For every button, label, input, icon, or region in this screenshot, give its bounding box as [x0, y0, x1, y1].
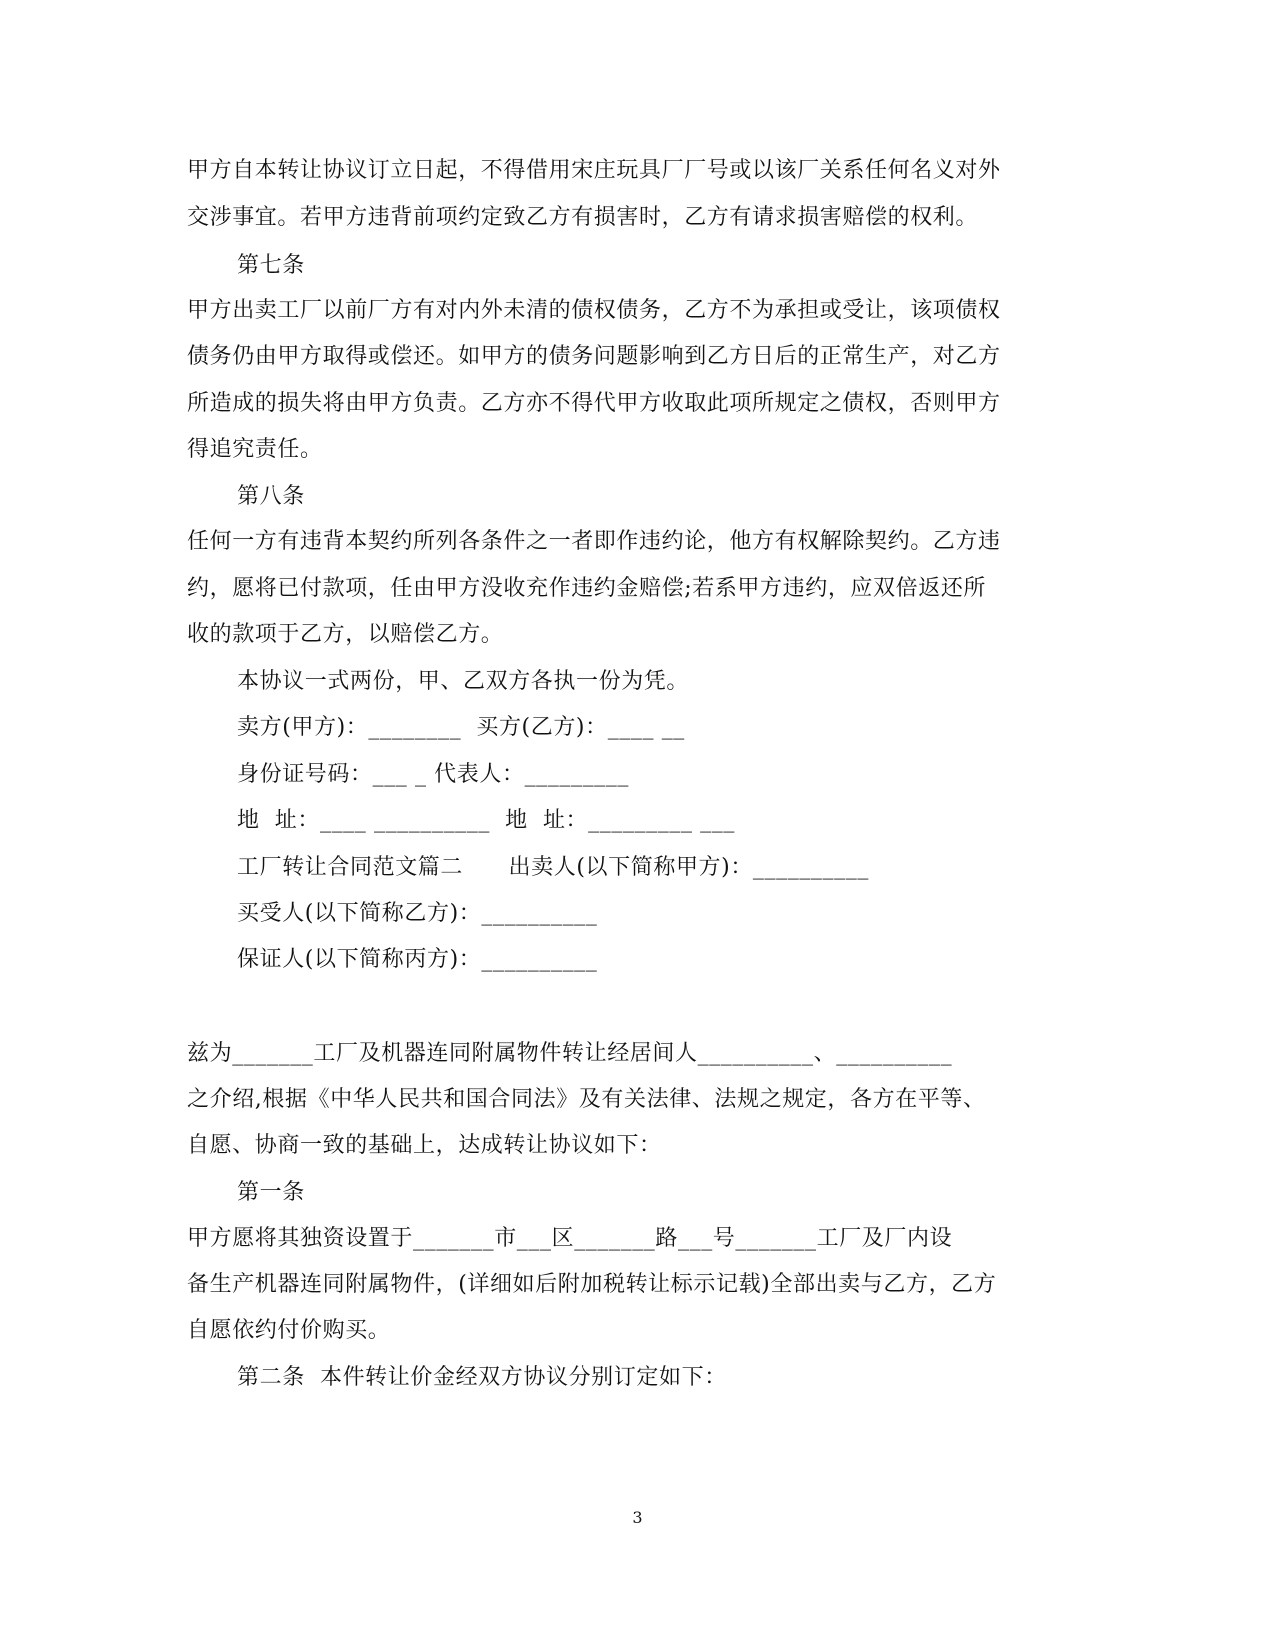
signature-field-line: 卖方(甲方)：________ 买方(乙方)：____ __ — [237, 715, 685, 740]
paragraph-line: 之介绍,根据《中华人民共和国合同法》及有关法律、法规之规定，各方在平等、 — [187, 1087, 986, 1112]
paragraph-line: 自愿依约付价购买。 — [187, 1318, 391, 1343]
article-heading: 第二条 本件转让价金经双方协议分别订定如下： — [237, 1365, 727, 1390]
article-heading: 第七条 — [237, 253, 305, 278]
paragraph-line: 得追究责任。 — [187, 437, 323, 462]
article-heading: 第一条 — [237, 1180, 305, 1205]
party-field-line: 保证人(以下简称丙方)：__________ — [237, 947, 598, 972]
signature-field-line: 地 址：____ __________ 地 址：_________ ___ — [237, 808, 735, 833]
paragraph-line: 本协议一式两份，甲、乙双方各执一份为凭。 — [237, 669, 690, 694]
paragraph-line: 收的款项于乙方，以赔偿乙方。 — [187, 622, 504, 647]
paragraph-line: 约，愿将已付款项，任由甲方没收充作违约金赔偿;若系甲方违约，应双倍返还所 — [187, 576, 987, 601]
paragraph-line: 甲方自本转让协议订立日起，不得借用宋庄玩具厂厂号或以该厂关系任何名义对外 — [187, 158, 1001, 183]
section-title-line: 工厂转让合同范文篇二 出卖人(以下简称甲方)：__________ — [237, 855, 869, 880]
paragraph-line: 兹为_______工厂及机器连同附属物件转让经居间人__________、__________ — [187, 1041, 953, 1066]
paragraph-line: 甲方愿将其独资设置于_______市___区_______路___号_______工厂及厂内设 — [187, 1226, 953, 1251]
party-field-line: 买受人(以下简称乙方)：__________ — [237, 901, 598, 926]
page-number: 3 — [632, 1508, 643, 1527]
paragraph-line: 备生产机器连同附属物件，(详细如后附加税转让标示记载)全部出卖与乙方，乙方 — [187, 1272, 997, 1297]
paragraph-line: 债务仍由甲方取得或偿还。如甲方的债务问题影响到乙方日后的正常生产，对乙方 — [187, 344, 1001, 369]
article-heading: 第八条 — [237, 484, 305, 509]
paragraph-line: 自愿、协商一致的基础上，达成转让协议如下： — [187, 1133, 662, 1158]
signature-field-line: 身份证号码：___ _ 代表人：_________ — [237, 762, 629, 787]
paragraph-line: 甲方出卖工厂以前厂方有对内外未清的债权债务，乙方不为承担或受让，该项债权 — [187, 298, 1001, 323]
paragraph-line: 所造成的损失将由甲方负责。乙方亦不得代甲方收取此项所规定之债权，否则甲方 — [187, 391, 1001, 416]
paragraph-line: 任何一方有违背本契约所列各条件之一者即作违约论，他方有权解除契约。乙方违 — [187, 529, 1001, 554]
paragraph-line: 交涉事宜。若甲方违背前项约定致乙方有损害时，乙方有请求损害赔偿的权利。 — [187, 205, 979, 230]
